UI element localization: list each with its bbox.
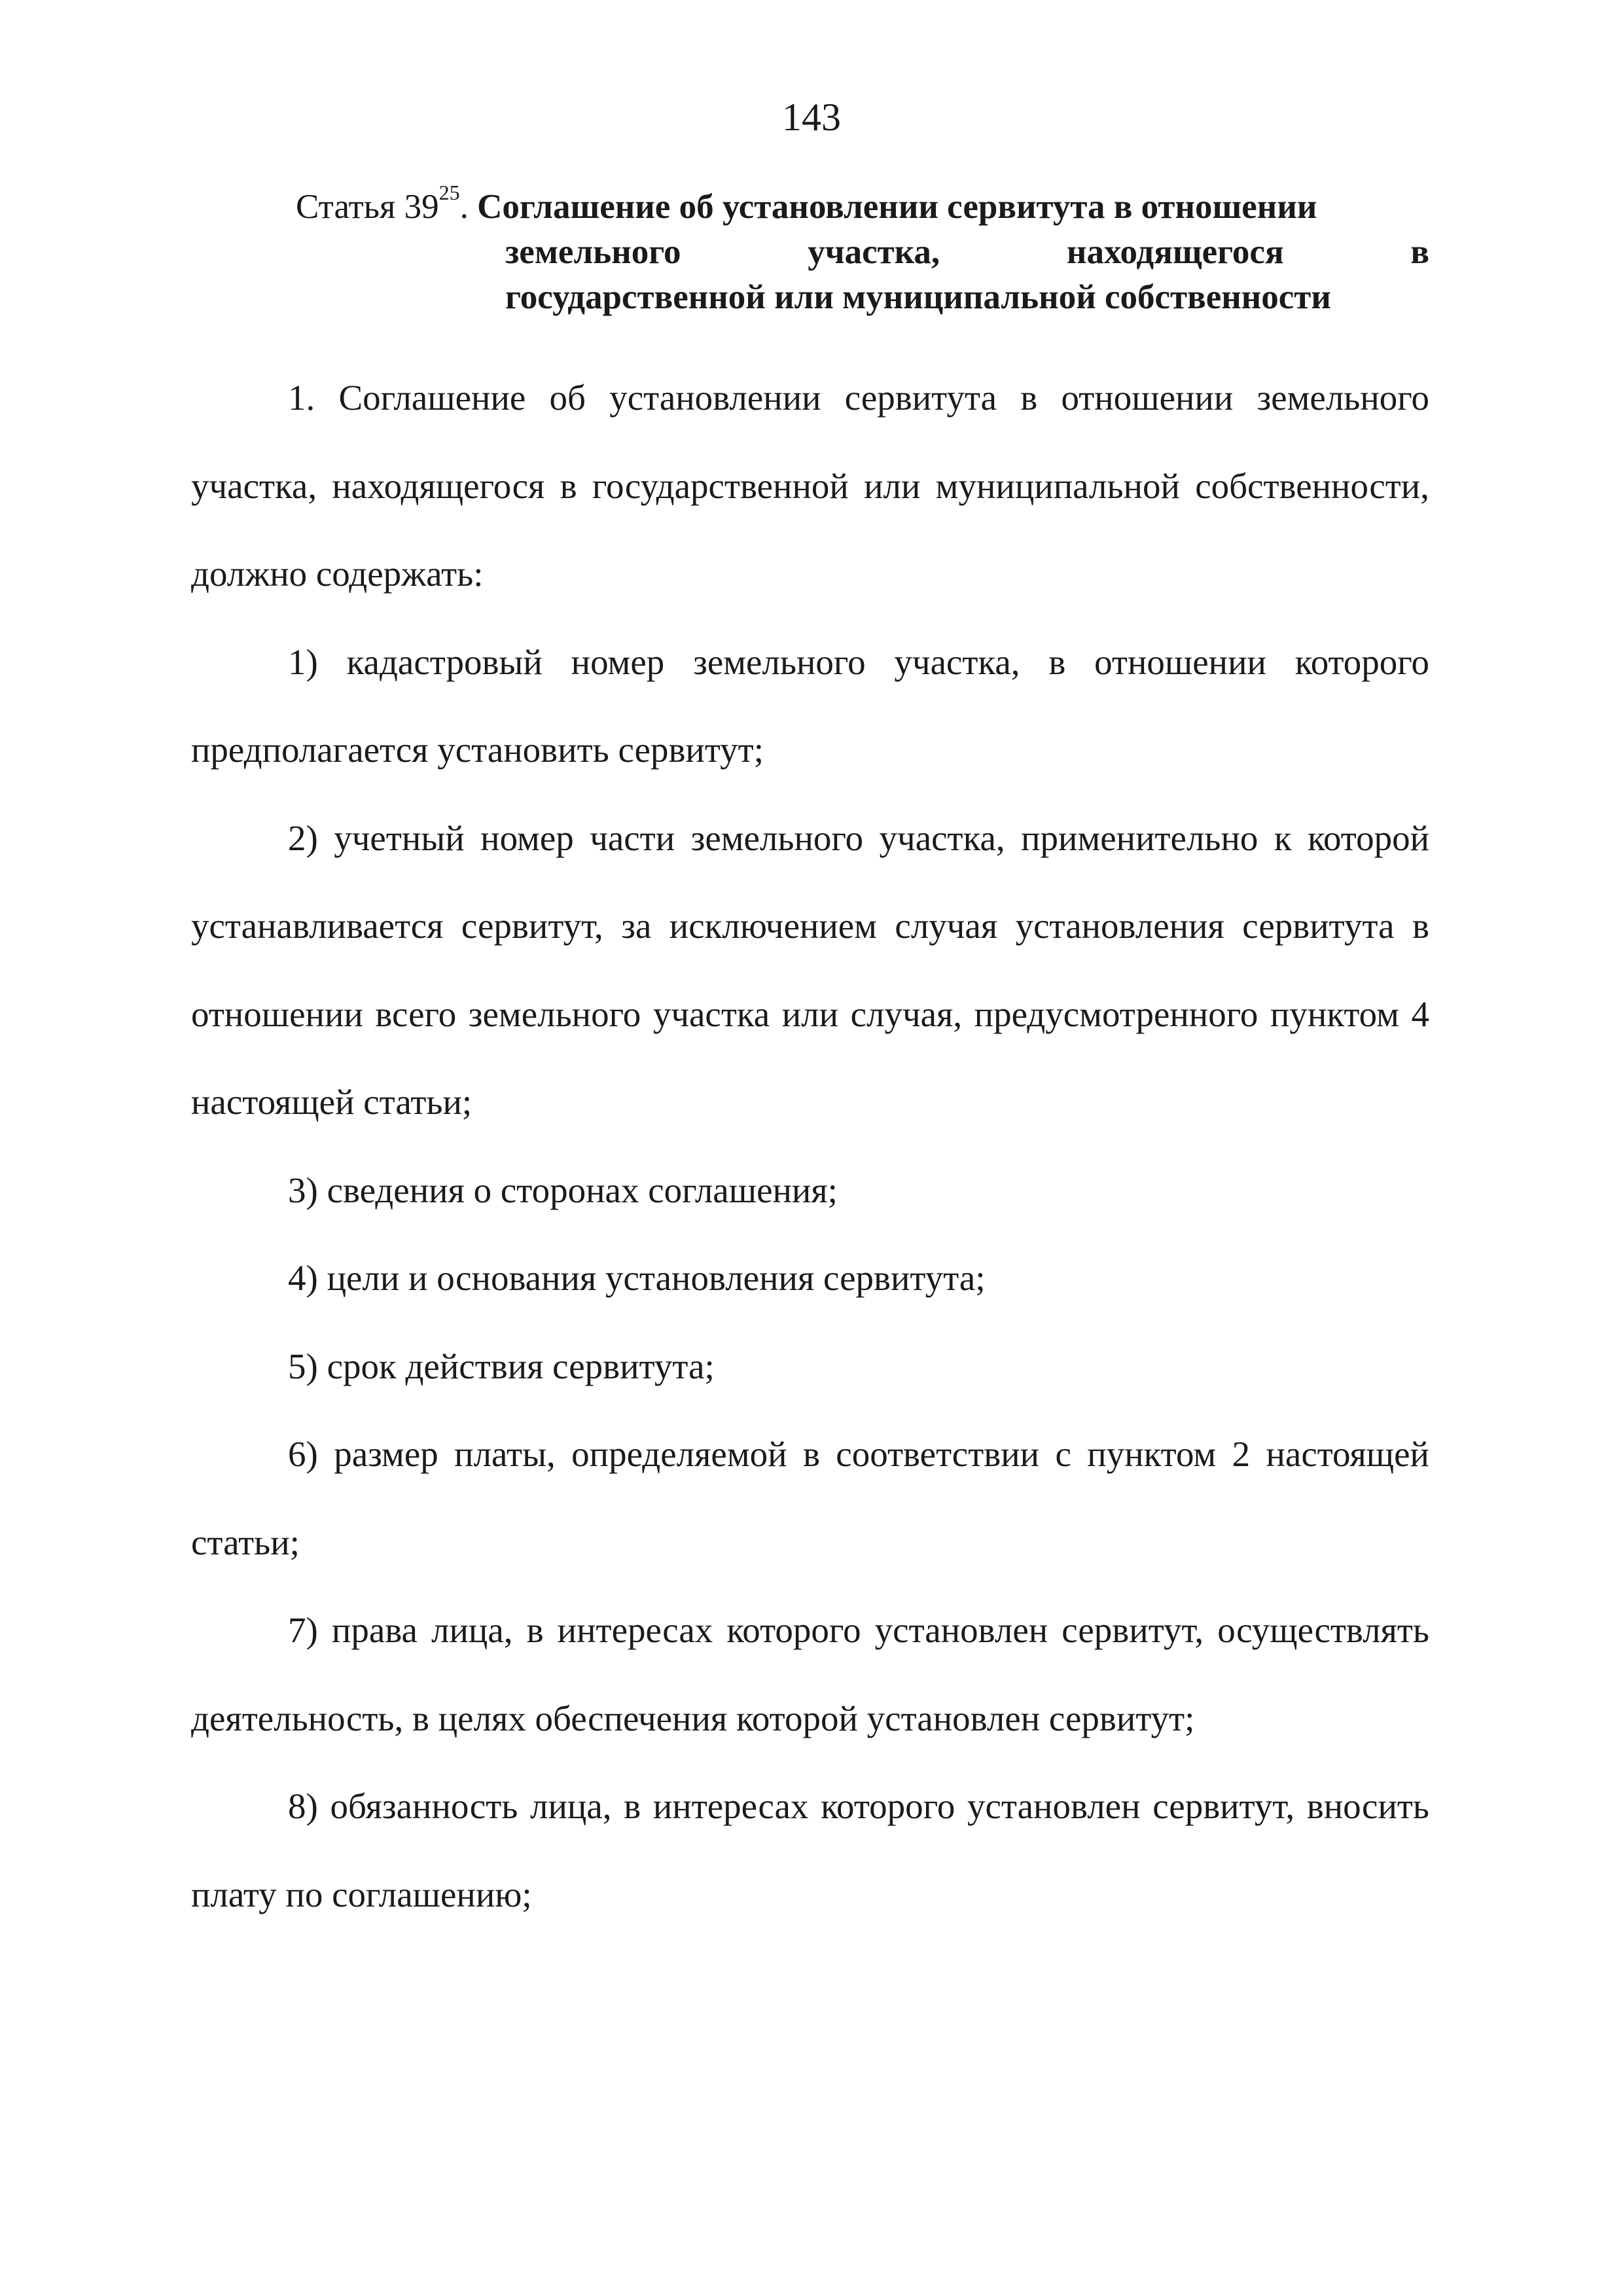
article-body xyxy=(191,354,1429,1939)
list-item-1: 1) кадастровый номер земельного участка, в отношении которого предполагается установить сервитут; xyxy=(191,641,1429,770)
article-title-line-2: земельного участка, находящегося в xyxy=(505,233,1429,271)
list-item-5: 5) срок действия сервитута; xyxy=(288,1346,715,1386)
article-number xyxy=(296,181,469,226)
list-item-2: 2) учетный номер части земельного участка, применительно к которой устанавливается сервитут, за исключением случая установления сервитута в отношении всего земельного участка или случая, предусмотренного пунктом 4 настоящей статьи; xyxy=(191,817,1429,1122)
list-item-6: 6) размер платы, определяемой в соответствии с пунктом 2 настоящей статьи; xyxy=(191,1434,1429,1562)
page-number: 143 xyxy=(782,96,841,139)
article-title-line-3: государственной или муниципальной собственности xyxy=(505,278,1331,316)
list-item-3: 3) сведения о сторонах соглашения; xyxy=(288,1170,838,1210)
article-number-superscript: 25 xyxy=(438,181,460,204)
list-item-4: 4) цели и основания установления сервитута; xyxy=(288,1258,986,1298)
list-item-7: 7) права лица, в интересах которого установлен сервитут, осуществлять деятельность, в целях обеспечения которой установлен сервитут; xyxy=(191,1610,1429,1738)
heading-line-1 xyxy=(296,181,1429,230)
article-number-base: Статья 39 xyxy=(296,188,439,226)
article-number-separator: . xyxy=(459,188,469,226)
list-item-8: 8) обязанность лица, в интересах которого установлен сервитут, вносить плату по соглашению; xyxy=(191,1786,1429,1914)
article-heading xyxy=(296,181,1429,320)
paragraph-1: 1. Соглашение об установлении сервитута в отношении земельного участка, находящегося в государственной или муниципальной собственности, должно содержать: xyxy=(191,378,1429,594)
article-title-line-1: Соглашение об установлении сервитута в отношении xyxy=(477,188,1317,226)
